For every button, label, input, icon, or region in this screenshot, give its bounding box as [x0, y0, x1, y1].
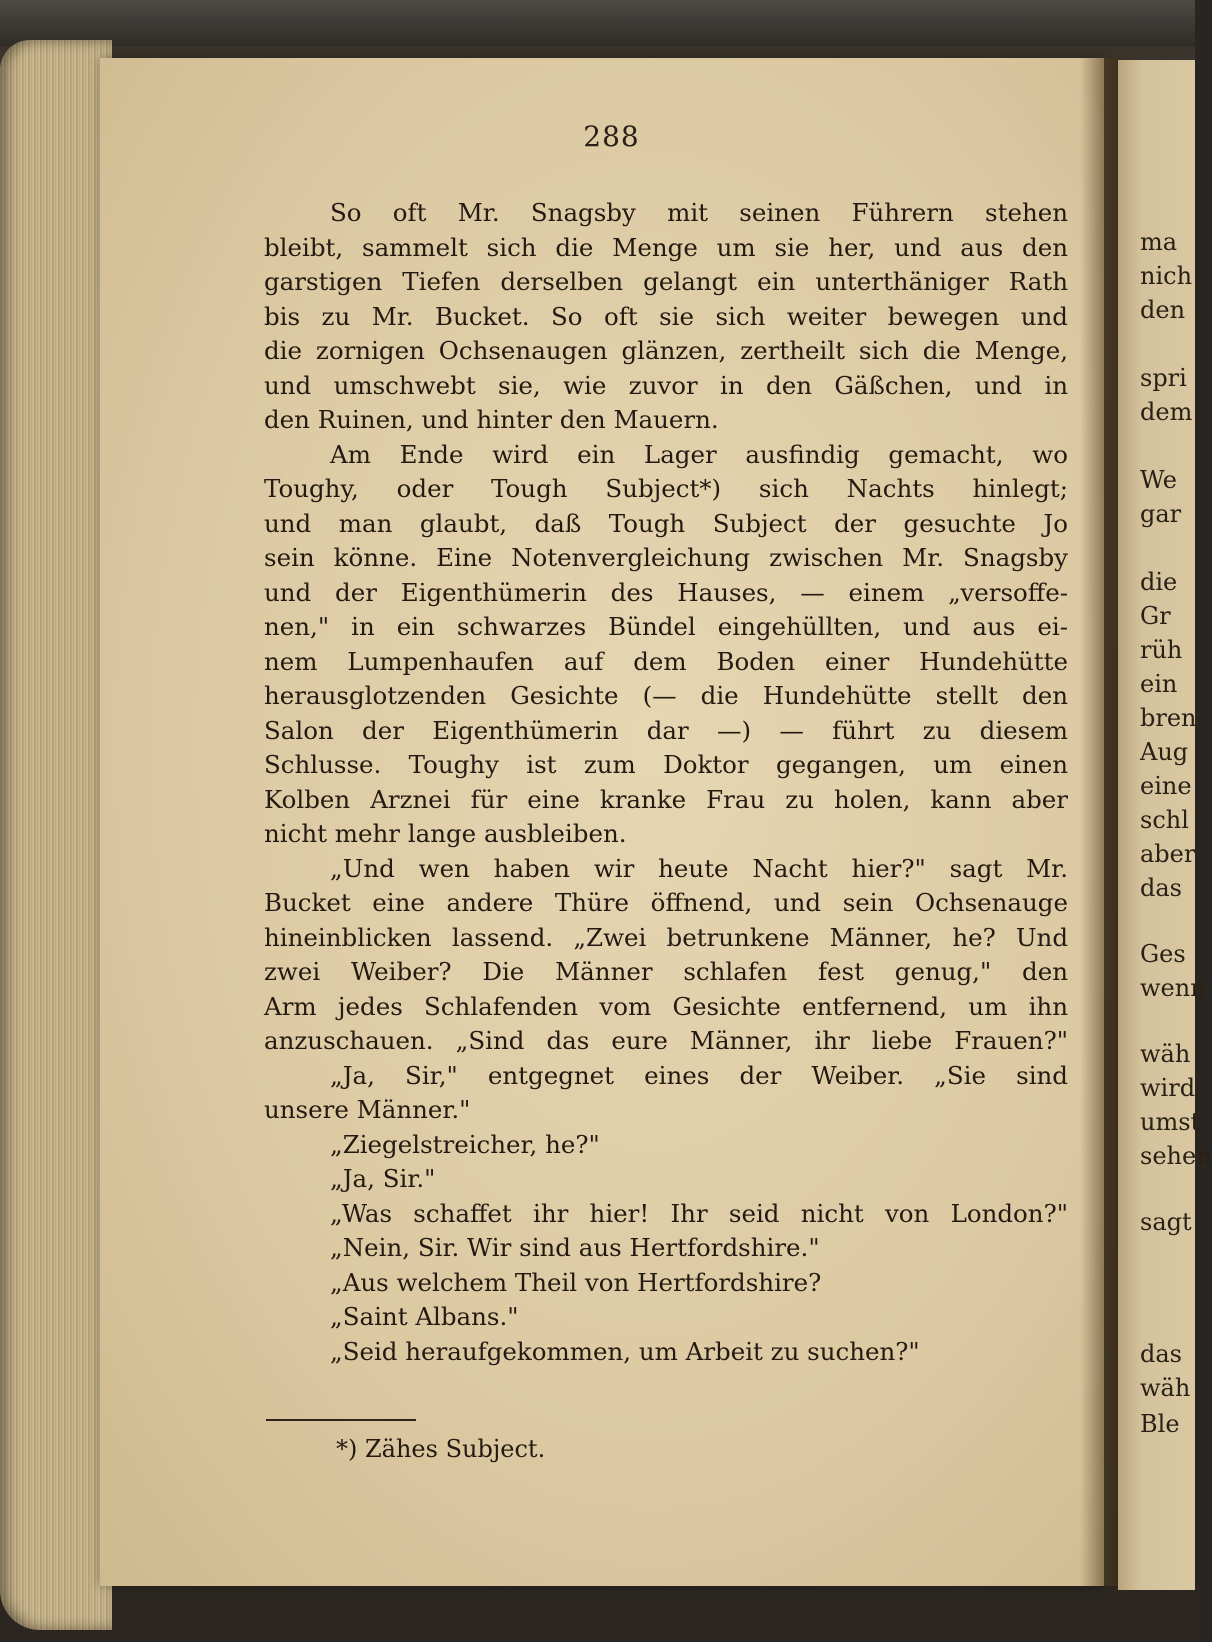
text-line: Schlusse. Toughy ist zum Doktor gegangen, um einen — [264, 750, 1068, 779]
next-page-fragment: sagt — [1140, 1208, 1192, 1236]
next-page-fragment: das — [1140, 874, 1182, 902]
next-page-fragment: umst — [1140, 1108, 1201, 1136]
book-gutter — [1080, 58, 1120, 1586]
text-line: bis zu Mr. Bucket. So oft sie sich weiter bewegen und — [264, 301, 1068, 331]
text-line: „Seid heraufgekommen, um Arbeit zu suchen?" — [330, 1336, 920, 1366]
next-page-fragment: ein — [1140, 670, 1178, 698]
next-page-fragment: rüh — [1140, 636, 1183, 664]
next-page-fragment: We — [1140, 466, 1177, 494]
text-line: „Ja, Sir." — [330, 1164, 436, 1193]
next-page-fragment: Aug — [1140, 738, 1189, 766]
next-page-fragment: gar — [1140, 500, 1182, 528]
next-page-fragment: nich — [1140, 262, 1193, 290]
next-page-fragment: bren — [1140, 704, 1197, 732]
text-line: Toughy, oder Tough Subject*) sich Nachts hinlegt; — [264, 474, 1068, 503]
next-page-fragment: sehen — [1140, 1142, 1212, 1170]
text-line: und man glaubt, daß Tough Subject der gesuchte Jo — [264, 508, 1068, 538]
text-line: nen," in ein schwarzes Bündel eingehüllten, und aus ei- — [264, 612, 1068, 641]
text-line: bleibt, sammelt sich die Menge um sie her, und aus den — [264, 232, 1068, 262]
next-page-fragment: wird — [1140, 1074, 1196, 1102]
text-line: „Saint Albans." — [330, 1302, 519, 1331]
text-line: „Nein, Sir. Wir sind aus Hertfordshire." — [330, 1233, 820, 1262]
text-line: hineinblicken lassend. „Zwei betrunkene Männer, he? Und — [264, 922, 1068, 952]
text-line: Salon der Eigenthümerin dar —) — führt zu diesem — [264, 715, 1068, 745]
next-page-fragment: das — [1140, 1340, 1182, 1368]
next-page-fragment: Gr — [1140, 602, 1171, 630]
text-line: nicht mehr lange ausbleiben. — [264, 819, 627, 848]
background-edge — [0, 0, 1195, 46]
text-line: „Ziegelstreicher, he?" — [330, 1129, 600, 1159]
text-line: Bucket eine andere Thüre öffnend, und sein Ochsenauge — [264, 888, 1068, 917]
next-page-fragment: Ges — [1140, 940, 1186, 968]
text-line: und der Eigenthümerin des Hauses, — einem „versoffe- — [264, 577, 1068, 607]
next-page-fragment: ma — [1140, 228, 1178, 256]
text-line: und umschwebt sie, wie zuvor in den Gäßchen, und in — [264, 370, 1068, 400]
text-line: „Und wen haben wir heute Nacht hier?" sagt Mr. — [330, 853, 1068, 883]
footnote-rule — [266, 1419, 416, 1421]
next-page-edge — [1118, 60, 1212, 1590]
text-line: Am Ende wird ein Lager ausfindig gemacht, wo — [330, 439, 1068, 469]
next-page-fragment: schl — [1140, 806, 1189, 834]
text-line: Kolben Arznei für eine kranke Frau zu holen, kann aber — [264, 784, 1068, 814]
stacked-page-edges — [0, 40, 112, 1630]
next-page-fragment: wenn — [1140, 974, 1206, 1002]
text-line: garstigen Tiefen derselben gelangt ein unterthäniger Rath — [264, 267, 1068, 296]
text-line: herausglotzenden Gesichte (— die Hundehütte stellt den — [264, 681, 1068, 710]
footnote: *) Zähes Subject. — [336, 1435, 546, 1463]
text-line: So oft Mr. Snagsby mit seinen Führern stehen — [330, 198, 1068, 227]
text-line: die zornigen Ochsenaugen glänzen, zertheilt sich die Menge, — [264, 336, 1068, 365]
next-page-fragment: aber — [1140, 840, 1196, 868]
text-line: anzuschauen. „Sind das eure Männer, ihr liebe Frauen?" — [264, 1026, 1068, 1055]
next-page-fragment: die — [1140, 568, 1178, 596]
text-line: sein könne. Eine Notenvergleichung zwischen Mr. Snagsby — [264, 543, 1068, 572]
text-line: „Was schaffet ihr hier! Ihr seid nicht von London?" — [330, 1198, 1068, 1228]
next-page-fragment: dem — [1140, 398, 1193, 426]
text-line: unsere Männer." — [264, 1095, 471, 1124]
text-line: zwei Weiber? Die Männer schlafen fest genug," den — [264, 957, 1068, 986]
page-number: 288 — [583, 120, 640, 153]
text-line: „Ja, Sir," entgegnet eines der Weiber. „Sie sind — [330, 1060, 1068, 1090]
next-page-fragment: den — [1140, 296, 1186, 324]
text-line: Arm jedes Schlafenden vom Gesichte entfernend, um ihn — [264, 991, 1068, 1021]
next-page-fragment: wäh — [1140, 1040, 1191, 1068]
text-line: den Ruinen, und hinter den Mauern. — [264, 405, 719, 434]
next-page-fragment: eine — [1140, 772, 1192, 800]
text-line: nem Lumpenhaufen auf dem Boden einer Hundehütte — [264, 646, 1068, 676]
next-page-fragment: spri — [1140, 364, 1187, 392]
page-text — [264, 196, 1068, 1369]
next-page-fragment: Ble — [1140, 1410, 1180, 1438]
next-page-fragment: wäh — [1140, 1374, 1191, 1402]
text-line: „Aus welchem Theil von Hertfordshire? — [330, 1267, 822, 1297]
